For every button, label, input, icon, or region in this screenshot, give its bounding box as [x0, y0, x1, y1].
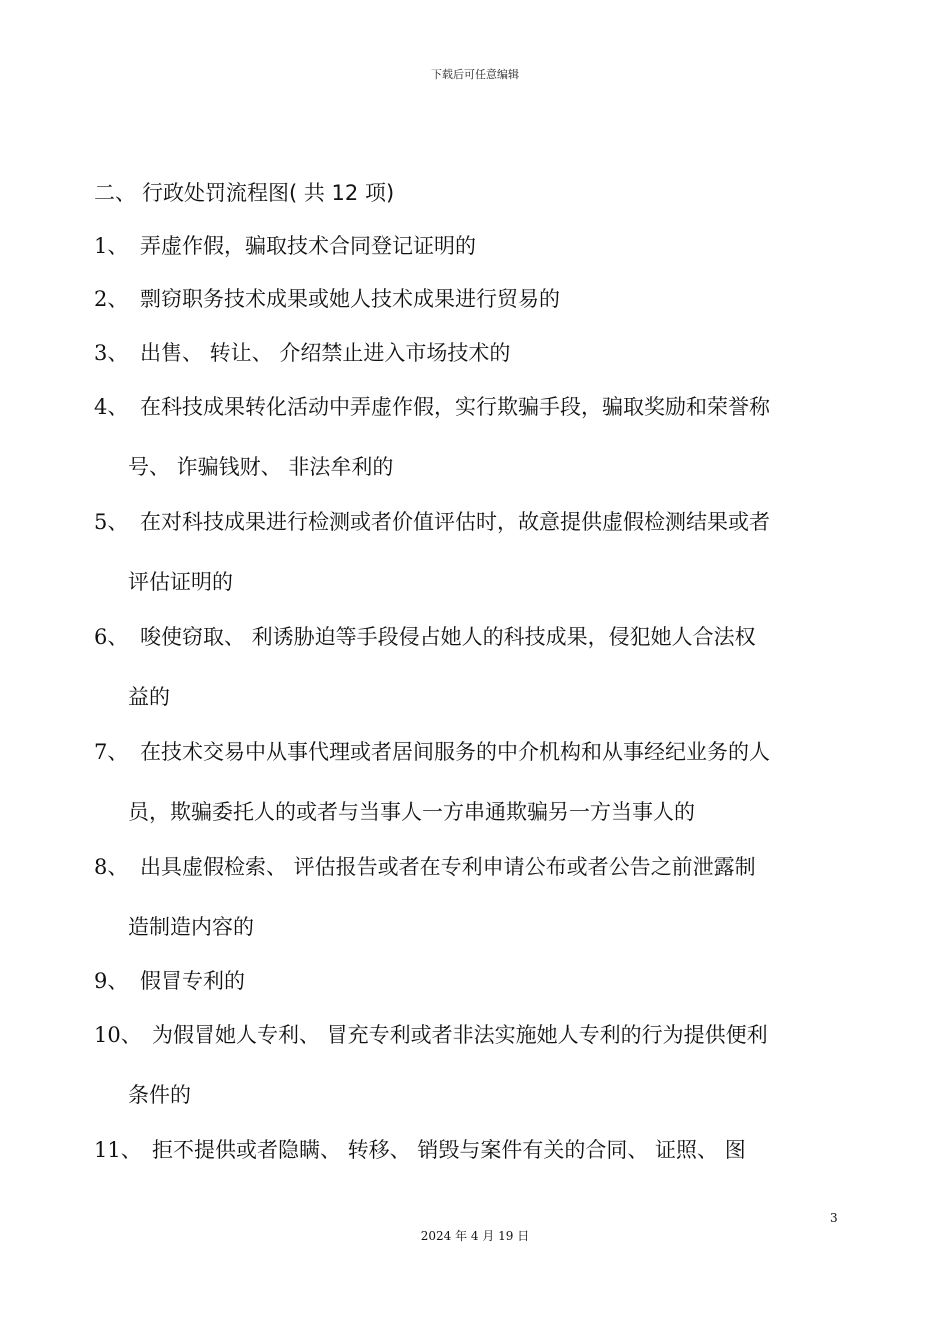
footer-date: 2024 年 4 月 19 日 — [420, 1229, 530, 1243]
list-item — [94, 338, 510, 368]
item-number: 11、 — [94, 1138, 142, 1162]
item-text: 弄虚作假，骗取技术合同登记证明的 — [140, 234, 476, 258]
item-text: 在技术交易中从事代理或者居间服务的中介机构和从事经纪业务的人 — [140, 740, 770, 764]
list-item — [94, 507, 770, 537]
list-item-continuation — [128, 797, 695, 827]
item-text: 条件的 — [128, 1083, 191, 1107]
item-text: 益的 — [128, 685, 170, 709]
section-number: 二、 — [94, 181, 136, 205]
item-number: 1、 — [94, 234, 129, 258]
item-text: 拒不提供或者隐瞒、 转移、 销毁与案件有关的合同、 证照、 图 — [152, 1138, 746, 1162]
item-text: 假冒专利的 — [140, 969, 245, 993]
list-item-continuation — [128, 1080, 191, 1110]
item-number: 9、 — [94, 969, 129, 993]
item-number: 4、 — [94, 395, 129, 419]
page-number: 3 — [830, 1211, 838, 1225]
item-text: 在对科技成果进行检测或者价值评估时，故意提供虚假检测结果或者 — [140, 510, 770, 534]
item-text: 员，欺骗委托人的或者与当事人一方串通欺骗另一方当事人的 — [128, 800, 695, 824]
item-number: 8、 — [94, 855, 129, 879]
list-item-continuation — [128, 912, 254, 942]
item-text: 剽窃职务技术成果或她人技术成果进行贸易的 — [140, 287, 560, 311]
item-text: 在科技成果转化活动中弄虚作假，实行欺骗手段，骗取奖励和荣誉称 — [140, 395, 770, 419]
list-item — [94, 284, 560, 314]
list-item — [94, 852, 756, 882]
item-number: 2、 — [94, 287, 129, 311]
item-number: 6、 — [94, 625, 129, 649]
item-number: 7、 — [94, 740, 129, 764]
list-item-continuation — [128, 682, 170, 712]
section-heading — [94, 178, 394, 208]
page-header: 下载后可任意编辑 — [431, 68, 519, 81]
list-item-continuation — [128, 567, 233, 597]
item-text: 号、 诈骗钱财、 非法牟利的 — [128, 455, 394, 479]
item-number: 10、 — [94, 1023, 142, 1047]
list-item — [94, 231, 476, 261]
item-text: 出具虚假检索、 评估报告或者在专利申请公布或者公告之前泄露制 — [140, 855, 756, 879]
item-text: 唆使窃取、 利诱胁迫等手段侵占她人的科技成果，侵犯她人合法权 — [140, 625, 756, 649]
item-number: 5、 — [94, 510, 129, 534]
item-text: 为假冒她人专利、 冒充专利或者非法实施她人专利的行为提供便利 — [152, 1023, 768, 1047]
section-title: 行政处罚流程图( 共 12 项) — [142, 181, 395, 205]
list-item — [94, 1020, 768, 1050]
list-item — [94, 622, 756, 652]
item-number: 3、 — [94, 341, 129, 365]
item-text: 评估证明的 — [128, 570, 233, 594]
item-text: 造制造内容的 — [128, 915, 254, 939]
list-item — [94, 392, 770, 422]
list-item — [94, 1135, 746, 1165]
list-item-continuation — [128, 452, 393, 482]
item-text: 出售、 转让、 介绍禁止进入市场技术的 — [140, 341, 511, 365]
list-item — [94, 737, 770, 767]
list-item — [94, 966, 245, 996]
